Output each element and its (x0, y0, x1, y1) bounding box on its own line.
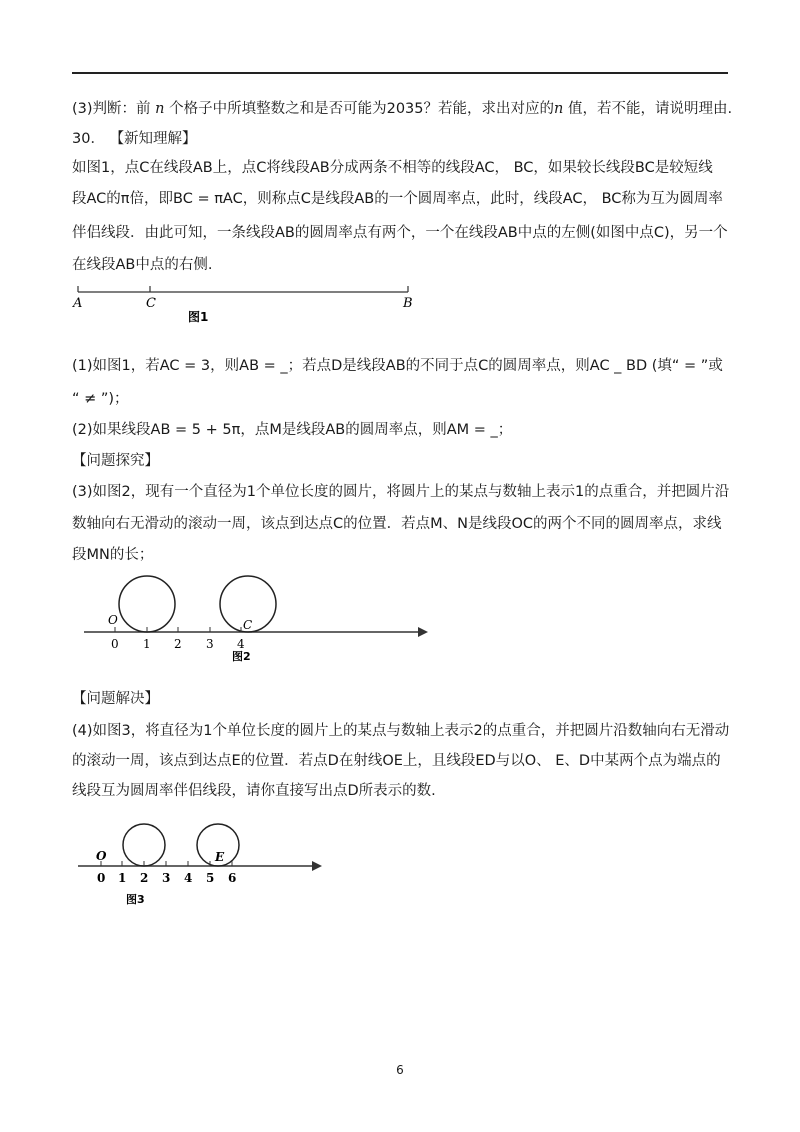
label-c-2: C (243, 618, 253, 632)
tick-label-2-2: 2 (174, 637, 182, 651)
intro-line: 在线段AB中点的右侧. (72, 257, 213, 273)
circle-start-2 (119, 576, 175, 632)
section-explore: 【问题探究】 (72, 453, 159, 469)
question-4-line: (4)如图3，将直径为1个单位长度的圆片上的某点与数轴上表示2的点重合，并把圆片沿数轴向右无滑动 (72, 723, 730, 739)
header-rule (72, 72, 728, 74)
label-e-3: E (215, 850, 225, 864)
tick-label-2-1: 1 (143, 637, 151, 651)
label-b: B (403, 296, 413, 311)
figure-3-caption: 图3 (126, 893, 145, 906)
label-c: C (146, 296, 156, 311)
question-1: (1)如图1，若AC = 3，则AB = _；若点D是线段AB的不同于点C的圆周率点，则AC _ BD (填“ = ”或 (72, 358, 723, 374)
tick-label-3-0: 0 (97, 871, 106, 885)
question-4-line: 线段互为圆周率伴侣线段，请你直接写出点D所表示的数. (72, 783, 436, 799)
circle-start-3 (123, 824, 165, 866)
tick-label-2-0: 0 (111, 637, 119, 651)
tick-label-3-6: 6 (228, 871, 237, 885)
figure-2-caption: 图2 (232, 650, 251, 663)
intro-line: 如图1，点C在线段AB上，点C将线段AB分成两条不相等的线段AC， BC，如果较长线段BC是较短线 (72, 160, 713, 176)
label-a: A (73, 296, 83, 311)
tick-label-3-1: 1 (118, 871, 127, 885)
figure-1-caption: 图1 (188, 310, 209, 324)
tick-label-3-3: 3 (162, 871, 171, 885)
question-2: (2)如果线段AB = 5 + 5π，点M是线段AB的圆周率点，则AM = _； (72, 422, 513, 438)
arrow-3 (312, 861, 322, 871)
question-1-cont: “ ≠ ”)； (72, 391, 129, 407)
tick-label-3-5: 5 (206, 871, 215, 885)
question-3-line: 数轴向右无滑动的滚动一周，该点到达点C的位置．若点M、N是线段OC的两个不同的圆周率点，求线 (72, 516, 722, 532)
intro-line: 段AC的π倍，即BC = πAC，则称点C是线段AB的一个圆周率点，此时，线段AC， BC称为互为圆周率 (72, 191, 723, 207)
intro-line: 伴侣线段．由此可知，一条线段AB的圆周率点有两个，一个在线段AB中点的左侧(如图中点C)，另一个 (72, 225, 728, 241)
question-3-line: (3)如图2，现有一个直径为1个单位长度的圆片，将圆片上的某点与数轴上表示1的点重合，并把圆片沿 (72, 484, 730, 500)
problem-heading: 30． 【新知理解】 (72, 131, 197, 147)
tick-label-2-3: 3 (206, 637, 214, 651)
prev-question-3: (3)判断：前 n 个格子中所填整数之和是否可能为2035？若能，求出对应的n 值，若不能，请说明理由. (72, 101, 733, 117)
label-o-3: O (96, 849, 107, 863)
section-solve: 【问题解决】 (72, 691, 159, 707)
tick-label-3-4: 4 (184, 871, 193, 885)
question-4-line: 的滚动一周，该点到达点E的位置．若点D在射线OE上，且线段ED与以O、 E、D中某两个点为端点的 (72, 753, 721, 769)
circle-end-3 (197, 824, 239, 866)
arrow-2 (418, 627, 428, 637)
label-o-2: O (108, 613, 118, 627)
circle-end-2 (220, 576, 276, 632)
page-number: 6 (396, 1063, 404, 1077)
question-3-line: 段MN的长； (72, 547, 154, 563)
tick-label-2-4: 4 (237, 637, 245, 651)
tick-label-3-2: 2 (140, 871, 149, 885)
